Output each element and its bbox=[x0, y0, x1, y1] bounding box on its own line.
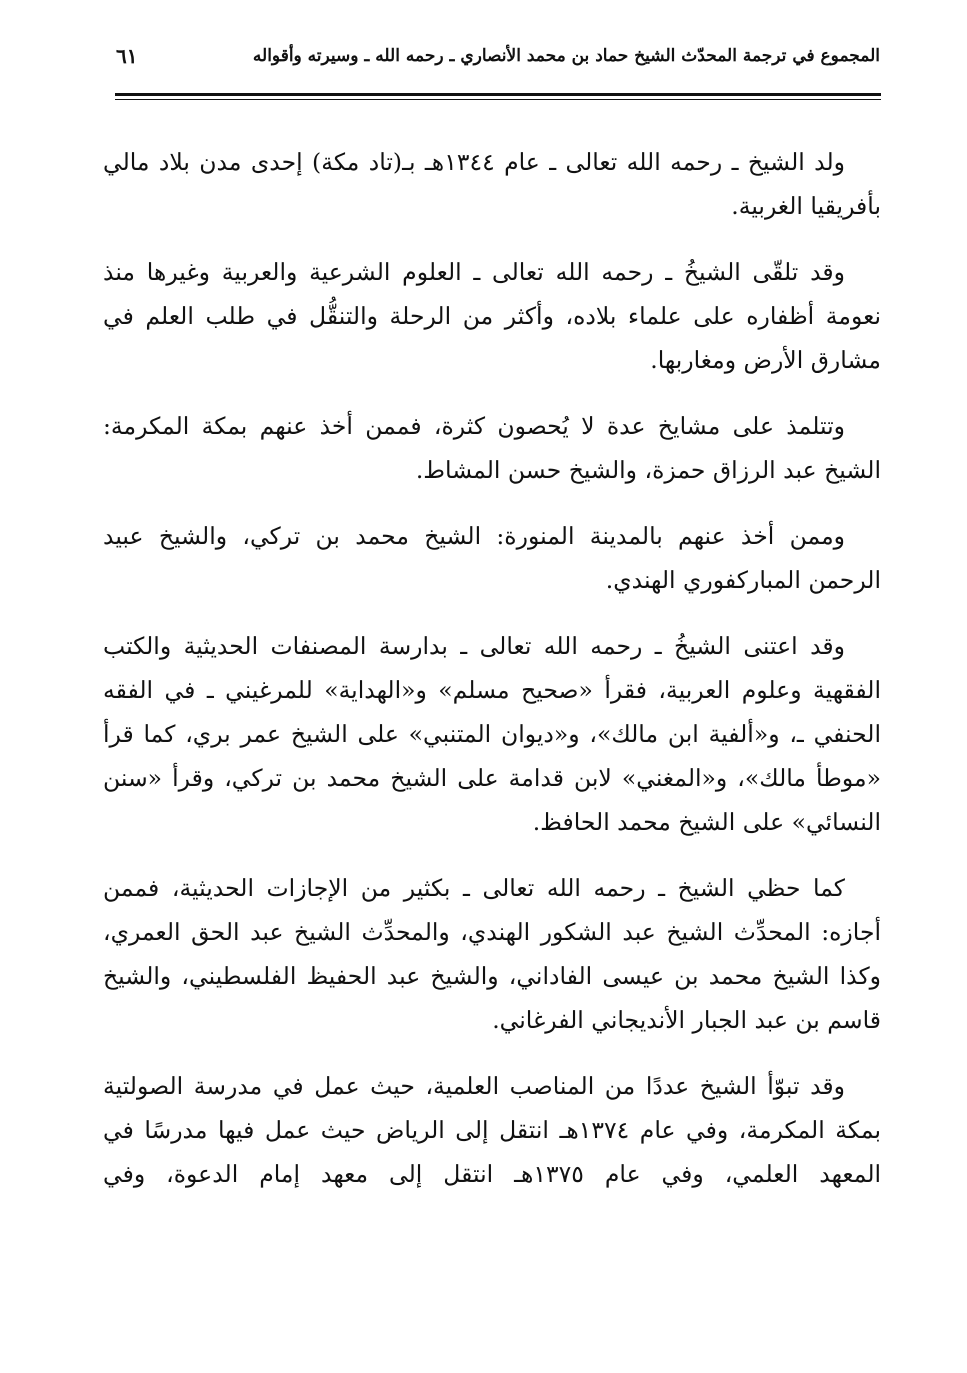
running-header bbox=[108, 40, 880, 80]
paragraph-ijazat: كما حظي الشيخ ـ رحمه الله تعالى ـ بكثير من الإجازات الحديثية، فممن أجازه: المحدِّث الشيخ عبد الشكور الهندي، والمحدِّث الشيخ عبد الحق العمري، وكذا الشيخ محمد بن عيسى الفاداني، والشيخ عبد الحفيظ الفلسطيني، والشيخ قاسم بن عبد الجبار الأنديجاني الفرغاني. bbox=[103, 874, 881, 1034]
paragraph-education: وقد تلقّى الشيخُ ـ رحمه الله تعالى ـ العلوم الشرعية والعربية وغيرها منذ نعومة أظفاره على علماء بلاده، وأكثر من الرحلة والتنقُّل في طلب العلم في مشارق الأرض ومغاربها. bbox=[103, 258, 881, 374]
paragraph-studied-books: وقد اعتنى الشيخُ ـ رحمه الله تعالى ـ بدارسة المصنفات الحديثية والكتب الفقهية وعلوم العربية، فقرأ «صحيح مسلم» و«الهداية» للمرغيني ـ في الفقه الحنفي ـ، و«ألفية ابن مالك»، و«ديوان المتنبي» على الشيخ عمر بري، كما قرأ «موطأ مالك»، و«المغني» لابن قدامة على الشيخ محمد بن تركي، وقرأ «سنن النسائي» على الشيخ محمد الحافظ. bbox=[103, 632, 881, 836]
body-text bbox=[103, 140, 881, 1196]
paragraph-birth: ولد الشيخ ـ رحمه الله تعالى ـ عام ١٣٤٤هـ بـ(تاد مكة) إحدى مدن بلاد مالي بأفريقيا الغربية. bbox=[103, 148, 881, 220]
header-rule-thick bbox=[115, 93, 881, 96]
header-title: المجموع في ترجمة المحدّث الشيخ حماد بن محمد الأنصاري ـ رحمه الله ـ وسيرته وأقواله bbox=[252, 46, 880, 66]
paragraph-positions: وقد تبوّأ الشيخ عددًا من المناصب العلمية، حيث عمل في مدرسة الصولتية بمكة المكرمة، وفي عام ١٣٧٤هـ انتقل إلى الرياض حيث عمل فيها مدرسًا في المعهد العلمي، وفي عام ١٣٧٥هـ انتقل إلى معهد إمام الدعوة، وفي bbox=[103, 1072, 882, 1188]
page-number: ٦١ bbox=[116, 44, 138, 68]
header-rule-thin bbox=[115, 99, 881, 100]
paragraph-teachers-madinah: وممن أخذ عنهم بالمدينة المنورة: الشيخ محمد بن تركي، والشيخ عبيد الرحمن المباركفوري الهندي. bbox=[103, 522, 881, 594]
paragraph-teachers-makkah: وتتلمذ على مشايخ عدة لا يُحصون كثرة، فممن أخذ عنهم بمكة المكرمة: الشيخ عبد الرزاق حمزة، والشيخ حسن المشاط. bbox=[103, 412, 881, 484]
